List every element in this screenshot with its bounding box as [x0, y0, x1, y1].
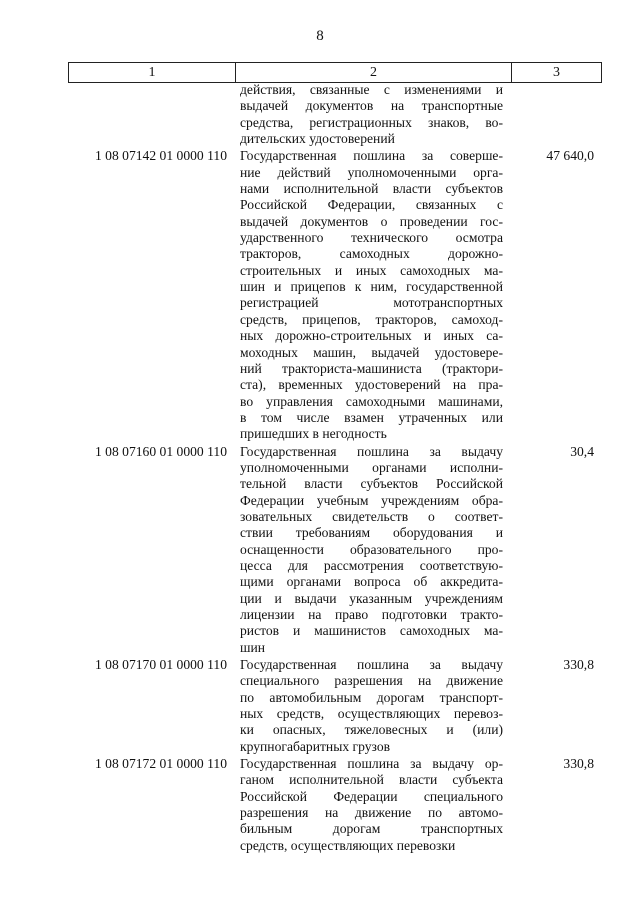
- description-line: ганом исполнительной власти субъекта: [240, 772, 503, 788]
- description-line: средств, прицепов, тракторов, самоход-: [240, 311, 503, 327]
- table-row: [68, 82, 602, 147]
- description-line: Федерации учебным учреждениям обра-: [240, 492, 503, 508]
- description-line: Российской Федерации специального: [240, 788, 503, 804]
- description-line: тракторов, самоходных дорожно-: [240, 246, 503, 262]
- row-amount: 47 640,0: [546, 148, 594, 164]
- column-header-2: 2: [236, 63, 512, 82]
- table-row: [68, 756, 602, 854]
- row-description: [235, 82, 511, 147]
- description-line: Государственная пошлина за выдачу: [240, 443, 503, 459]
- description-line: уполномоченными органами исполни-: [240, 459, 503, 475]
- row-code: 1 08 07170 01 0000 110: [94, 657, 227, 673]
- column-header-1: 1: [69, 63, 236, 82]
- description-line: ных дорожно-строительных и иных са-: [240, 328, 503, 344]
- description-line: средств, осуществляющих перевозки: [240, 837, 456, 853]
- row-amount: 330,8: [563, 756, 594, 772]
- row-code: 1 08 07142 01 0000 110: [94, 148, 227, 164]
- description-line: крупногабаритных грузов: [240, 738, 391, 754]
- description-line: ки опасных, тяжеловесных и (или): [240, 722, 503, 738]
- row-amount: [511, 82, 602, 147]
- row-code: 1 08 07172 01 0000 110: [94, 756, 227, 772]
- row-description: [235, 756, 511, 854]
- description-line: выдачей документов на транспортные: [240, 98, 503, 114]
- table-body: [68, 82, 602, 854]
- row-code: [68, 82, 235, 147]
- row-description: [235, 444, 511, 656]
- description-line: зовательных свидетельств о соответ-: [240, 508, 503, 524]
- page-number: 8: [316, 28, 324, 44]
- description-line: шин и прицепов к ним, государственной: [240, 279, 503, 295]
- description-line: специального разрешения на движение: [240, 673, 503, 689]
- description-line: ста), временных удостоверений на пра-: [240, 377, 503, 393]
- description-line: средства, регистрационных знаков, во-: [240, 114, 503, 130]
- column-header-3: 3: [553, 64, 560, 80]
- description-line: Российской Федерации, связанных с: [240, 197, 503, 213]
- description-line: моходных машин, выдачей удостовере-: [240, 344, 503, 360]
- table-header-row: [68, 62, 602, 83]
- description-line: разрешения на движение по автомо-: [240, 805, 503, 821]
- description-line: ных средств, осуществляющих перевоз-: [240, 706, 503, 722]
- description-line: во управления самоходными машинами,: [240, 393, 503, 409]
- description-line: шин: [240, 639, 266, 655]
- table-row: [68, 444, 602, 656]
- description-line: дительских удостоверений: [240, 131, 395, 147]
- description-line: в том числе взамен утраченных или: [240, 409, 503, 425]
- description-line: Государственная пошлина за соверше-: [240, 148, 503, 164]
- description-line: регистрацией мототранспортных: [240, 295, 503, 311]
- description-line: бильным дорогам транспортных: [240, 821, 503, 837]
- row-description: [235, 148, 511, 442]
- description-line: ствии требованиям оборудования и: [240, 525, 503, 541]
- description-line: по автомобильным дорогам транспорт-: [240, 689, 503, 705]
- description-line: выдачей документов о проведении гос-: [240, 213, 503, 229]
- description-line: ции и выдачи указанным учреждениям: [240, 590, 503, 606]
- description-line: пришедших в негодность: [240, 426, 387, 442]
- description-line: ударственного технического осмотра: [240, 230, 503, 246]
- description-line: нами исполнительной власти субъектов: [240, 181, 503, 197]
- description-line: ний тракториста-машиниста (трактори-: [240, 360, 503, 376]
- description-line: оснащенности образовательного про-: [240, 541, 503, 557]
- table-row: [68, 657, 602, 755]
- row-amount: 30,4: [570, 443, 594, 459]
- row-description: [235, 657, 511, 755]
- description-line: ние действий уполномоченными орга-: [240, 164, 503, 180]
- row-amount: 330,8: [563, 657, 594, 673]
- description-line: Государственная пошлина за выдачу ор-: [240, 756, 503, 772]
- description-line: тельной власти субъектов Российской: [240, 476, 503, 492]
- table-row: [68, 148, 602, 442]
- description-line: цесса для рассмотрения соответствую-: [240, 557, 503, 573]
- description-line: ристов и машинистов самоходных ма-: [240, 623, 503, 639]
- description-line: лицензии на право подготовки тракто-: [240, 607, 503, 622]
- description-line: щими органами вопроса об аккредита-: [240, 574, 503, 590]
- description-line: действия, связанные с изменениями и: [240, 82, 503, 97]
- description-line: строительных и иных самоходных ма-: [240, 262, 503, 278]
- description-line: Государственная пошлина за выдачу: [240, 657, 503, 673]
- row-code: 1 08 07160 01 0000 110: [94, 443, 227, 459]
